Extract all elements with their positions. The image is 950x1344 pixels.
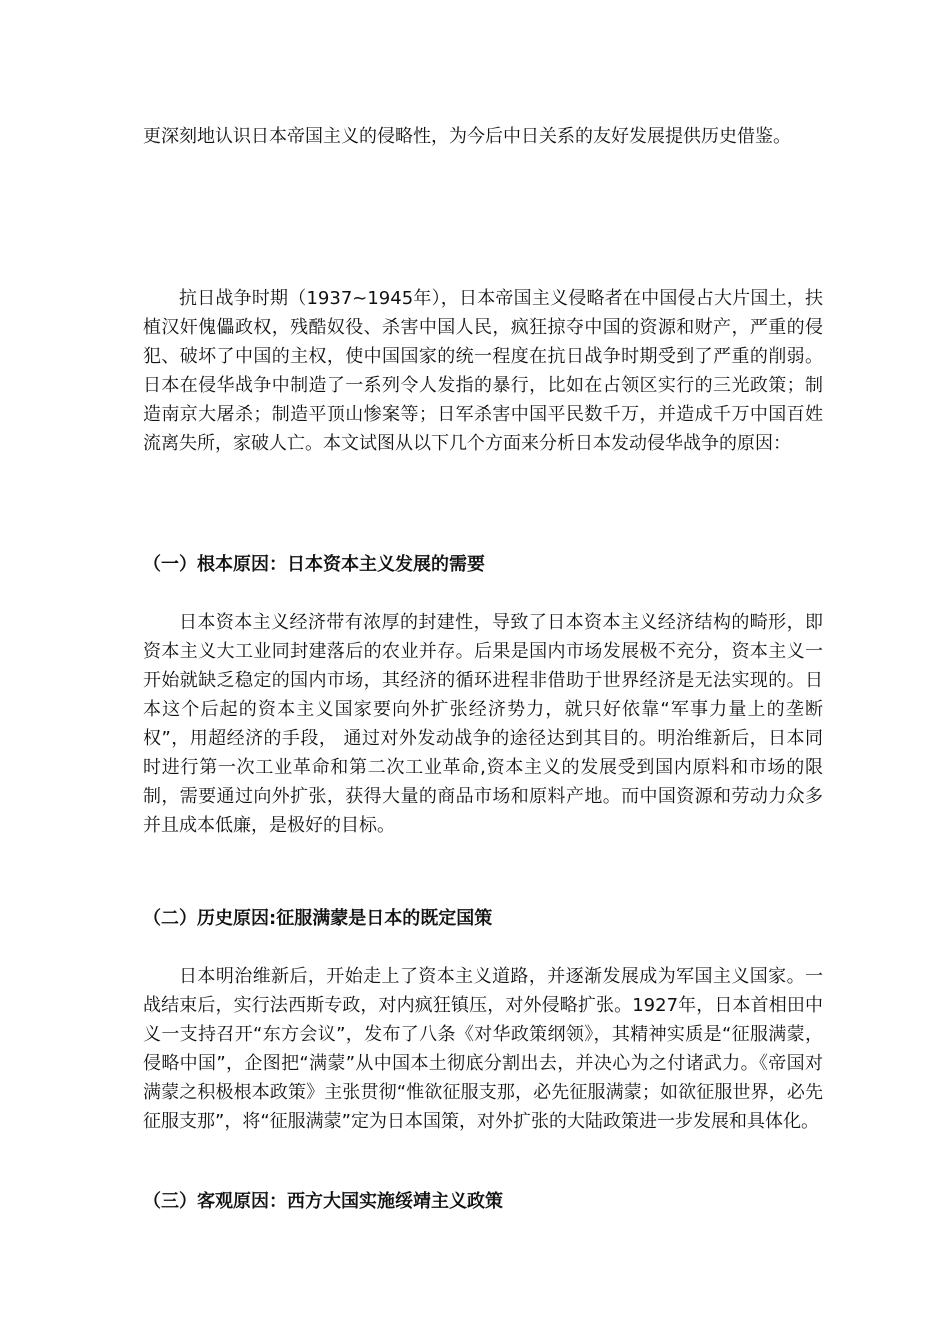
- section-heading-historical-cause: （二）历史原因:征服满蒙是日本的既定国策: [143, 908, 493, 929]
- section-heading-objective-cause: （三）客观原因：西方大国实施绥靖主义政策: [143, 1191, 503, 1212]
- section-heading-fundamental-cause: （一）根本原因：日本资本主义发展的需要: [143, 554, 485, 575]
- section-body-fundamental-cause: 日本资本主义经济带有浓厚的封建性，导致了日本资本主义经济结构的畸形，即资本主义大工业同封建落后的农业并存。后果是国内市场发展极不充分，资本主义一开始就缺乏稳定的国内市场，其经济的循环进程非借助于世界经济是无法实现的。日本这个后起的资本主义国家要向外扩张经济势力，就只好依靠“军事力量上的垄断权”，用超经济的手段， 通过对外发动战争的途径达到其目的。明治维新后，日本同时进行第一次工业革命和第二次工业革命,资本主义的发展受到国内原料和市场的限制，需要通过向外扩张，获得大量的商品市场和原料产地。而中国资源和劳动力众多并且成本低廉，是极好的目标。: [143, 612, 823, 836]
- section-body-historical-cause: 日本明治维新后，开始走上了资本主义道路，并逐渐发展成为军国主义国家。一战结束后，实行法西斯专政，对内疯狂镇压，对外侵略扩张。1927年，日本首相田中义一支持召开“东方会议”，发布了八条《对华政策纲领》，其精神实质是“征服满蒙，侵略中国”，企图把“满蒙”从中国本土彻底分割出去，并决心为之付诸武力。《帝国对满蒙之积极根本政策》主张贯彻“惟欲征服支那，必先征服满蒙；如欲征服世界，必先征服支那”，将“征服满蒙”定为日本国策，对外扩张的大陆政策进一步发展和具体化。: [143, 966, 823, 1132]
- overview-paragraph: 抗日战争时期（1937~1945年），日本帝国主义侵略者在中国侵占大片国土，扶植汉奸傀儡政权，残酷奴役、杀害中国人民，疯狂掠夺中国的资源和财产，严重的侵犯、破坏了中国的主权，使中国国家的统一程度在抗日战争时期受到了严重的削弱。日本在侵华战争中制造了一系列令人发指的暴行，比如在占领区实行的三光政策；制造南京大屠杀；制造平顶山惨案等；日军杀害中国平民数千万，并造成千万中国百姓流离失所，家破人亡。本文试图从以下几个方面来分析日本发动侵华战争的原因：: [143, 288, 823, 454]
- intro-paragraph-tail: 更深刻地认识日本帝国主义的侵略性，为今后中日关系的友好发展提供历史借鉴。: [143, 126, 791, 147]
